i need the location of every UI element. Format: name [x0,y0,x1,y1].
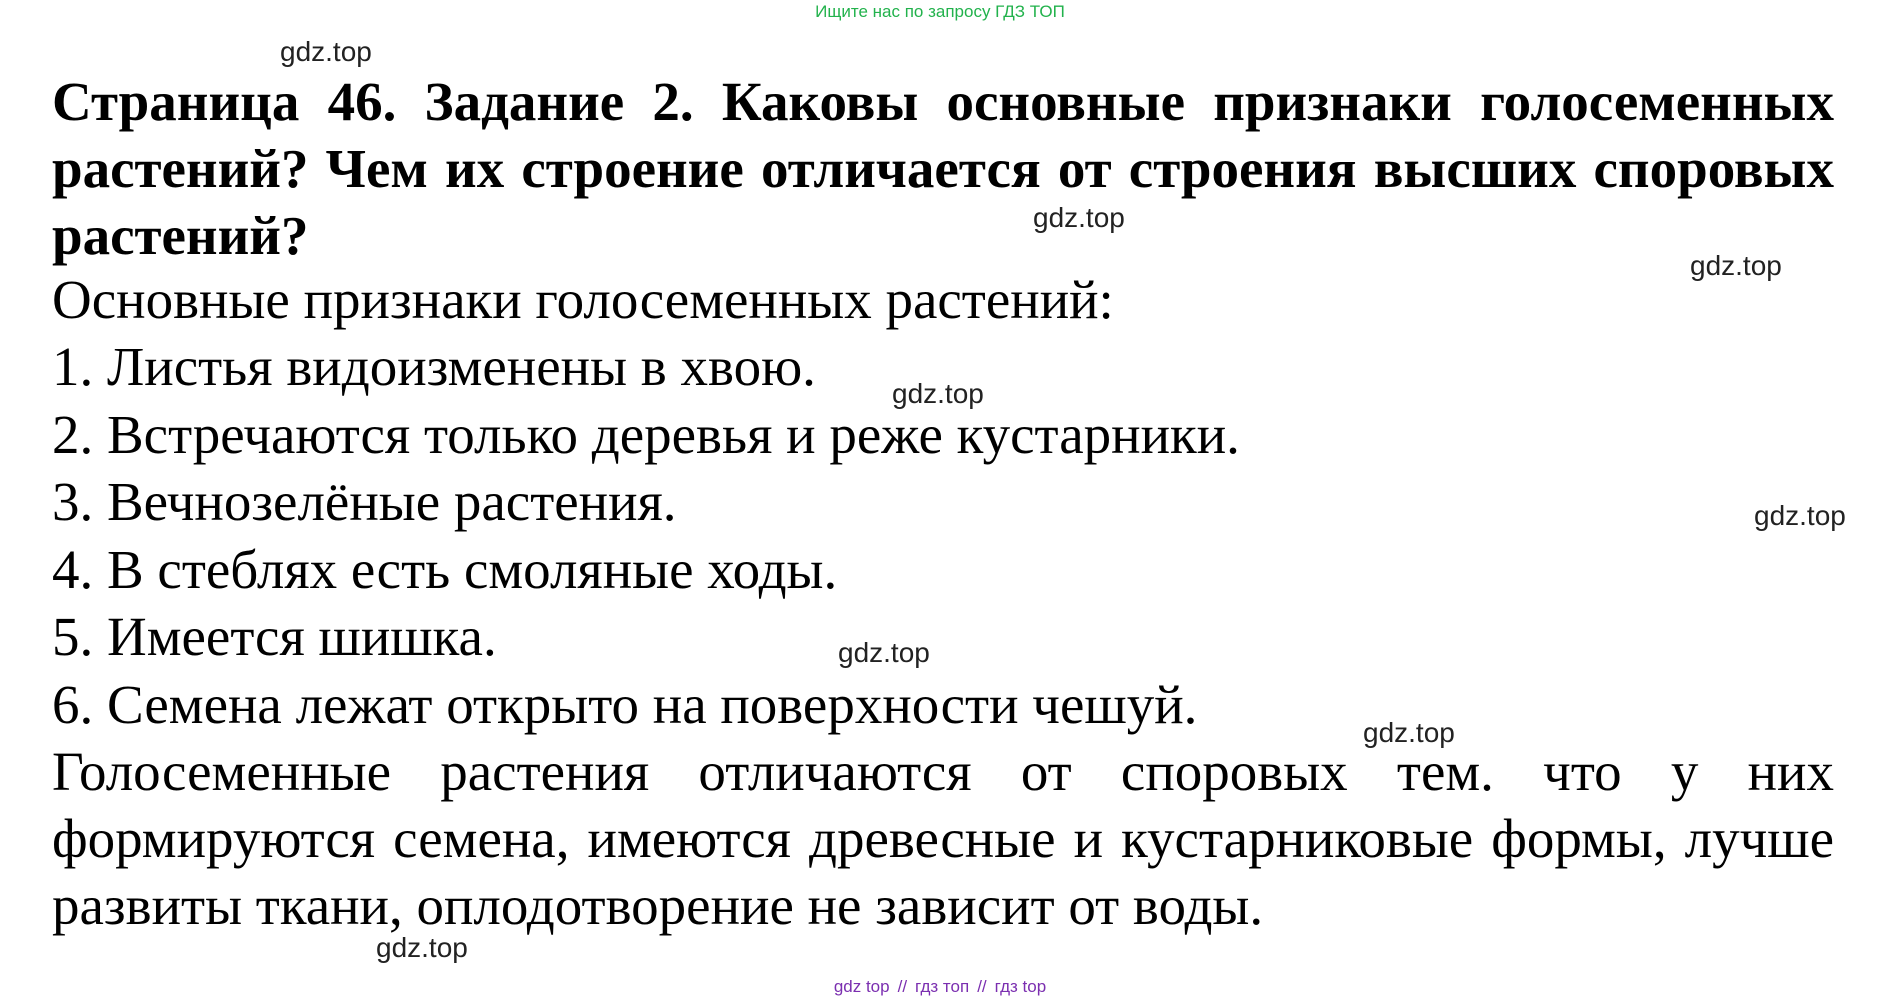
footer-link[interactable]: гдз топ [915,977,970,996]
footer-separator: // [977,977,987,996]
footer-separator: // [897,977,908,996]
top-banner: Ищите нас по запросу ГДЗ ТОП [815,2,1065,21]
footer-link[interactable]: gdz top [833,977,890,996]
list-item: 5. Имеется шишка. [52,606,497,667]
watermark: gdz.top [280,36,372,67]
task-heading: Страница 46. Задание 2. Каковы основные признаки голосеменных растений? Чем их строение отличается от строения высших споровых растений? [52,71,1834,266]
watermark: gdz.top [1754,500,1846,531]
watermark: gdz.top [1690,250,1782,281]
list-item: 2. Встречаются только деревья и реже кустарники. [52,403,1240,465]
watermark: gdz.top [838,637,930,668]
footer-links [0,977,1880,997]
watermark: gdz.top [1033,202,1125,233]
conclusion-paragraph: Голосеменные растения отличаются от споровых тем. что у них формируются семена, имеются древесные и кустарниковые формы, лучше развиты ткани, оплодотворение не зависит от воды. [52,741,1834,936]
list-item: 6. Семена лежат открыто на поверхности чешуй. [52,673,1198,735]
watermark: gdz.top [892,378,984,409]
list-item: 3. Вечнозелёные растения. [52,471,677,532]
watermark: gdz.top [376,932,468,963]
footer-link[interactable]: гдз top [994,977,1047,996]
list-item: 4. В стеблях есть смоляные ходы. [52,538,838,600]
watermark: gdz.top [1363,717,1455,748]
intro-line: Основные признаки голосеменных растений: [52,269,1114,330]
features-list [52,333,1240,738]
list-item: 1. Листья видоизменены в хвою. [52,336,816,397]
